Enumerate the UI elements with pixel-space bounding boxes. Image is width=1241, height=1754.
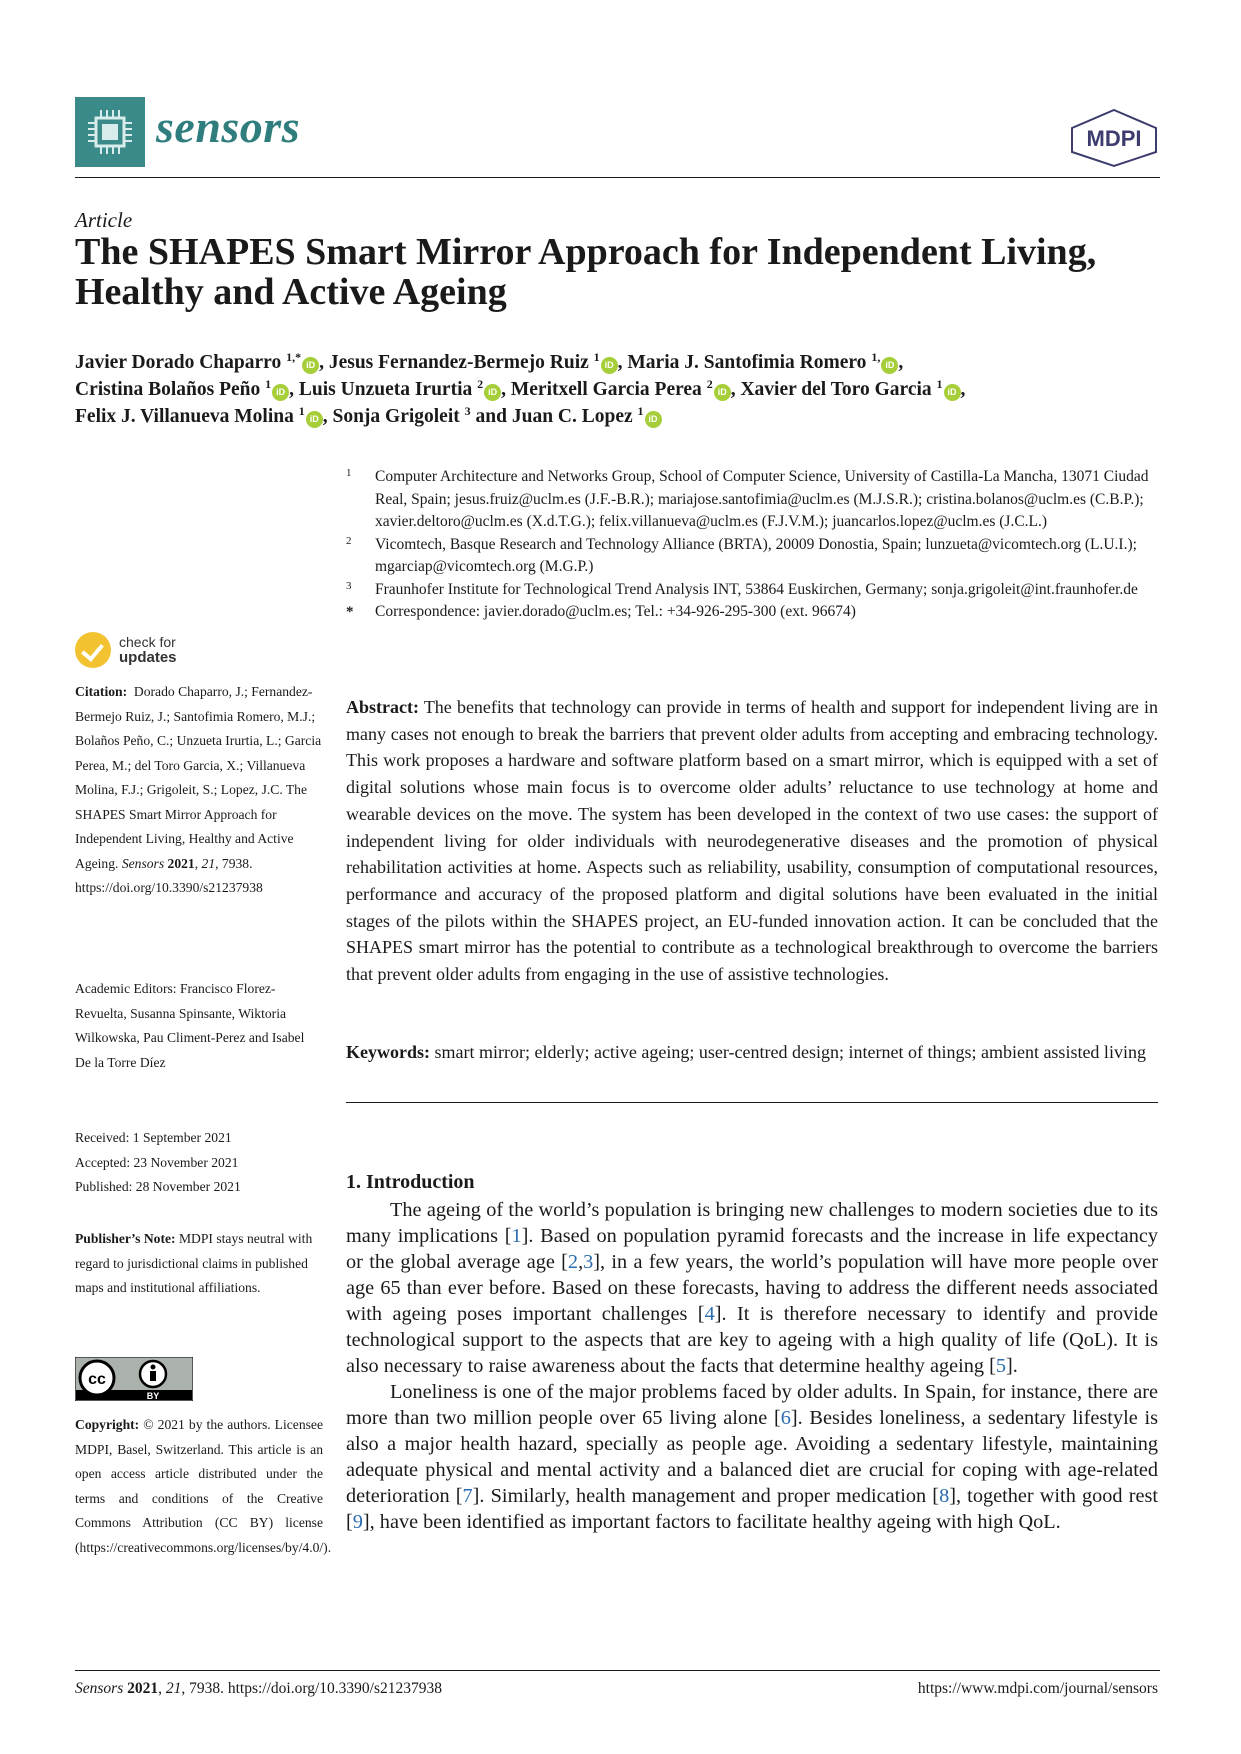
author-name: Juan C. Lopez (511, 406, 633, 427)
citation-text: Dorado Chaparro, J.; Fernandez-Bermejo Ruiz, J.; Santofimia Romero, M.J.; Bolaños Peño, C.; Unzueta Irurtia, L.; Garcia Perea, M.; del Toro Garcia, X.; Villanueva Molina, F.J.; Grigoleit, S.; Lopez, J.C. The SHAPES Smart Mirror Approach for Independent Living, Healthy and Active Ageing. (75, 684, 322, 871)
citation-block: Citation: Dorado Chaparro, J.; Fernandez-Bermejo Ruiz, J.; Santofimia Romero, M.J.; Bolaños Peño, C.; Unzueta Irurtia, L.; Garcia Perea, M.; del Toro Garcia, X.; Villanueva Molina, F.J.; Grigoleit, S.; Lopez, J.C. The SHAPES Smart Mirror Approach for Independent Living, Healthy and Active Ageing. Sensors 2021, 21, 7938. https://doi.org/10.3390/s21237938 (75, 684, 322, 895)
author-affiliation-number: 1 (936, 377, 943, 391)
orcid-icon[interactable]: iD (601, 357, 618, 374)
author-separator: and (470, 406, 512, 427)
citation-link[interactable]: 6 (780, 1407, 791, 1429)
citation-volume: 21 (201, 855, 216, 871)
mdpi-logo-text: MDPI (1086, 126, 1142, 151)
paragraph-text: Loneliness is one of the major problems faced by older adults. In Spain, for instance, there are more than two million people over 65 living alone [ (346, 1381, 1158, 1429)
academic-editors: Academic Editors: Francisco Florez-Revuelta, Susanna Spinsante, Wiktoria Wilkowska, Pau Climent-Perez and Isabel De la Torre Díez (75, 981, 305, 1070)
copyright-text: © 2021 by the authors. Licensee MDPI, Basel, Switzerland. This article is an open access article distributed under the terms and conditions of the Creative Commons Attribution (CC BY) license (https://creativecommons.org/licenses/by/4.0/). (75, 1417, 332, 1555)
copyright-label: Copyright: (75, 1417, 140, 1432)
affiliation-item (346, 601, 1166, 624)
author-affiliation-number: 1 (265, 377, 272, 391)
paragraph-text: ]. It is therefore necessary to identify and provide technological support to the aspects that are key to ageing with a high quality of life (QoL). It is also necessary to raise awareness about the facts that determine healthy ageing [ (346, 1303, 1159, 1377)
affiliation-number: 1 (346, 467, 352, 479)
orcid-icon[interactable]: iD (645, 411, 662, 428)
cc-by-label: BY (146, 1391, 160, 1401)
orcid-icon[interactable]: iD (714, 384, 731, 401)
section-divider (346, 1102, 1158, 1103)
footer-year: 2021 (127, 1680, 159, 1697)
affiliations (346, 466, 1166, 624)
paragraph-text: ]. Similarly, health management and proper medication [ (472, 1485, 940, 1507)
affiliation-number: 3 (346, 579, 352, 592)
cc-by-license-icon[interactable] (75, 1357, 193, 1401)
article-type: Article (75, 208, 133, 232)
footer-divider (75, 1670, 1160, 1671)
citation-doi[interactable]: 7938. https://doi.org/10.3390/s21237938 (75, 855, 263, 895)
citation-link[interactable]: 3 (583, 1251, 594, 1273)
check-for-updates-badge[interactable] (75, 632, 177, 668)
author-name: Maria J. Santofimia Romero (627, 352, 867, 373)
orcid-icon[interactable]: iD (272, 384, 289, 401)
paragraph-text: ]. Based on population pyramid forecasts and the increase in life expectancy or the global average age [ (346, 1225, 1158, 1273)
author-name: Javier Dorado Chaparro (75, 352, 282, 373)
citation-link[interactable]: 4 (704, 1303, 715, 1325)
orcid-icon[interactable]: iD (484, 384, 501, 401)
paragraph-text: ]. (1006, 1355, 1018, 1377)
abstract-label: Abstract: (346, 697, 419, 717)
orcid-icon[interactable]: iD (302, 357, 319, 374)
footer-journal-url[interactable]: https://www.mdpi.com/journal/sensors (917, 1680, 1158, 1697)
citation-link[interactable]: 5 (995, 1355, 1007, 1377)
author-separator: , (960, 379, 966, 400)
published-date: Published: 28 November 2021 (75, 1179, 241, 1194)
publisher-note-text: MDPI stays neutral with regard to jurisdictional claims in published maps and institutional affiliations. (75, 1231, 313, 1295)
author-separator: , (501, 379, 511, 400)
citation-label: Citation: (75, 684, 128, 699)
affiliation-number: 2 (346, 534, 352, 547)
citation-link[interactable]: 1 (511, 1225, 522, 1247)
article-title: The SHAPES Smart Mirror Approach for Independent Living, Healthy and Active Ageing (75, 231, 1097, 313)
author-name: Luis Unzueta Irurtia (298, 379, 473, 400)
affiliation-text: Vicomtech, Basque Research and Technology Alliance (BRTA), 20009 Donostia, Spain; lunzueta@vicomtech.org (L.U.I.); mgarciap@vicomtech.org (M.G.P.) (375, 535, 1137, 575)
orcid-icon[interactable]: iD (881, 357, 898, 374)
citation-link[interactable]: 8 (939, 1485, 950, 1507)
mdpi-logo-icon[interactable] (1068, 108, 1160, 168)
publisher-note-label: Publisher’s Note: (75, 1231, 176, 1246)
citation-year: 2021 (167, 855, 195, 871)
journal-logo-icon (75, 97, 145, 167)
journal-name[interactable]: sensors (156, 101, 301, 152)
author-separator: , (617, 352, 628, 373)
citation-link[interactable]: 7 (462, 1485, 473, 1507)
author-name: Jesus Fernandez-Bermejo Ruiz (328, 352, 589, 373)
affiliation-item (346, 534, 1166, 579)
author-separator: , (898, 352, 904, 373)
paragraph-text: ], have been identified as important factors to facilitate healthy ageing with high QoL. (362, 1511, 1061, 1533)
author-separator: , (289, 379, 299, 400)
author-affiliation-number: 1 (298, 404, 305, 418)
citation-journal: Sensors (121, 855, 165, 871)
affiliation-item (346, 579, 1166, 602)
orcid-icon[interactable]: iD (944, 384, 961, 401)
author-affiliation-number: 1, (871, 350, 881, 364)
abstract-text: The benefits that technology can provide in terms of health and support for independent living are in many cases not enough to break the barriers that prevent older adults from accepting and embracing technology. This work proposes a hardware and software platform based on a smart mirror, which is equipped with a set of digital solutions whose main focus is to overcome older adults’ reluctance to use technology at home and wearable devices on the move. The system has been developed in the context of two use cases: the support of independent living for older individuals with neurodegenerative diseases and the promotion of physical rehabilitation activities at home. Aspects such as reliability, usability, consumption of computational resources, performance and accuracy of the proposed platform and digital solutions have been evaluated in the initial stages of the pilots within the SHAPES project, an EU-funded innovation action. It can be concluded that the SHAPES smart mirror has the potential to contribute as a technological breakthrough to overcome the barriers that prevent older adults from engaging in the use of assistive technologies. (346, 697, 1158, 985)
footer-citation: Sensors 2021, 21, 7938. https://doi.org/10.3390/s21237938 (75, 1680, 443, 1697)
dates-block (75, 1126, 323, 1200)
keywords-text: smart mirror; elderly; active ageing; user-centred design; internet of things; ambient assisted living (434, 1042, 1146, 1062)
paragraph (346, 1197, 1158, 1379)
author-name: Felix J. Villanueva Molina (75, 406, 294, 427)
author-affiliation-number: 1 (593, 350, 600, 364)
svg-text:cc: cc (88, 1371, 106, 1388)
author-affiliation-number: 1,* (286, 350, 302, 364)
affiliation-item (346, 466, 1166, 534)
checkmark-icon (75, 632, 111, 668)
author-name: Cristina Bolaños Peño (75, 379, 261, 400)
author-name: Sonja Grigoleit (332, 406, 460, 427)
received-date: Received: 1 September 2021 (75, 1130, 232, 1145)
orcid-icon[interactable]: iD (306, 411, 323, 428)
author-name: Xavier del Toro Garcia (740, 379, 932, 400)
author-separator: , (730, 379, 741, 400)
affiliation-text: Fraunhofer Institute for Technological Trend Analysis INT, 53864 Euskirchen, Germany; sonja.grigoleit@int.fraunhofer.de (375, 580, 1138, 598)
author-affiliation-number: 2 (477, 377, 484, 391)
introduction-body (346, 1197, 1158, 1535)
copyright-block (75, 1413, 332, 1560)
author-affiliation-number: 3 (464, 404, 471, 418)
affiliation-text: Computer Architecture and Networks Group, School of Computer Science, University of Castilla-La Mancha, 13071 Ciudad Real, Spain; jesus.fruiz@uclm.es (J.F.-B.R.); mariajose.santofimia@uclm.es (M.J.S.R.); cristina.bolanos@uclm.es (C.B.P.); xavier.deltoro@uclm.es (X.d.T.G.); felix.villanueva@uclm.es (F.J.V.M.); juancarlos.lopez@uclm.es (J.C.L.) (375, 468, 1149, 530)
paragraph (346, 1379, 1158, 1535)
footer-journal: Sensors (75, 1680, 124, 1697)
author-separator: , (319, 352, 329, 373)
check-updates-text: check for updates (119, 634, 177, 666)
keywords (346, 1039, 1158, 1066)
keywords-label: Keywords: (346, 1042, 430, 1062)
footer-doi[interactable]: , 7938. https://doi.org/10.3390/s21237938 (181, 1680, 443, 1697)
author-affiliation-number: 2 (706, 377, 713, 391)
paragraph-text: ], in a few years, the world’s population will have more people over age 65 than ever before. Based on these forecasts, having to address the different needs associated with ageing poses important challenges [ (346, 1251, 1158, 1325)
author-affiliation-number: 1 (637, 404, 644, 418)
author-separator: , (322, 406, 333, 427)
citation-link[interactable]: 2 (567, 1251, 579, 1273)
paragraph-text: , (578, 1251, 584, 1273)
citation-link[interactable]: 9 (352, 1511, 363, 1533)
paragraph-text: The ageing of the world’s population is bringing new challenges to modern societies due to its many implications [ (346, 1199, 1158, 1247)
affiliation-number: * (346, 604, 354, 620)
author-name: Meritxell Garcia Perea (510, 379, 702, 400)
abstract (346, 694, 1158, 988)
affiliation-text: Correspondence: javier.dorado@uclm.es; Tel.: +34-926-295-300 (ext. 96674) (375, 603, 856, 620)
accepted-date: Accepted: 23 November 2021 (75, 1154, 239, 1170)
footer-volume: 21 (165, 1680, 182, 1697)
header-divider (75, 177, 1160, 178)
author-list (75, 349, 1165, 430)
paragraph-text: ]. Besides loneliness, a sedentary lifestyle is also a major health hazard, specially as people age. Avoiding a sedentary lifestyle, maintaining adequate physical and mental activity and a balanced diet are crucial for coping with age-related deterioration [ (346, 1407, 1158, 1507)
paragraph-text: ], together with good rest [ (346, 1485, 1158, 1533)
section-heading-introduction: 1. Introduction (346, 1171, 475, 1193)
publisher-note (75, 1227, 323, 1301)
